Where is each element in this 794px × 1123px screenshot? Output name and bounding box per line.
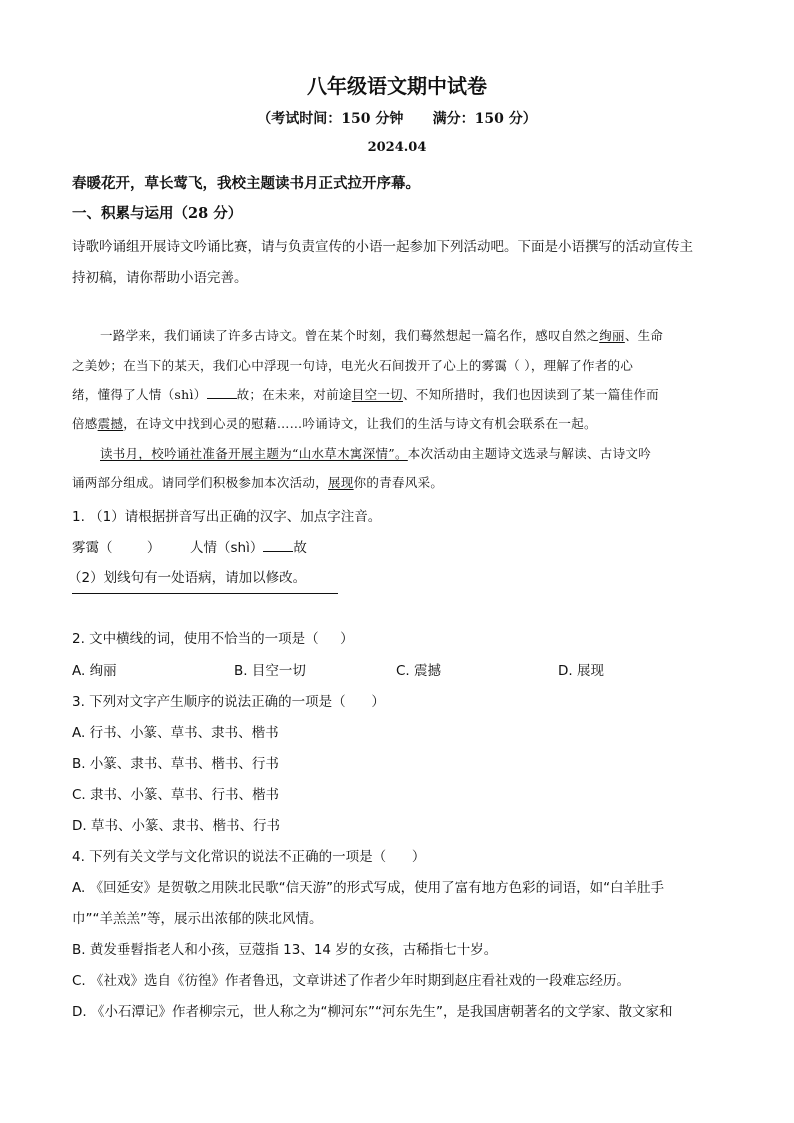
passage-line-2: 之美妙；在当下的某天，我们心中浮现一句诗，电光火石间拨开了心上的雾霭（ ），理解了作者的心 xyxy=(72,358,634,373)
q3-option-d: D. 草书、小篆、隶书、楷书、行书 xyxy=(72,818,280,834)
q3-option-b: B. 小篆、隶书、草书、楷书、行书 xyxy=(72,756,279,772)
answer-line xyxy=(72,593,338,594)
q4-option-a-line-1: A. 《回延安》是贺敬之用陕北民歌“信天游”的形式写成，使用了富有地方色彩的词语，如“白羊肚手 xyxy=(72,880,665,896)
q4-stem: 4. 下列有关文学与文化常识的说法不正确的一项是（ ） xyxy=(72,849,426,865)
passage-text: ，在诗文中找到心灵的慰藉……吟诵诗文，让我们的生活与诗文有机会联系在一起。 xyxy=(123,416,597,431)
passage-text: 故；在未来，对前途 xyxy=(236,387,352,402)
q1-item-b xyxy=(190,536,307,556)
q1-stem: 1. （1）请根据拼音写出正确的汉字、加点字注音。 xyxy=(72,509,382,525)
q2-option-b: B. 目空一切 xyxy=(234,663,306,679)
q2-option-a: A. 绚丽 xyxy=(72,663,117,679)
q4-option-a-line-2: 巾”“羊羔羔”等，展示出浓郁的陕北风情。 xyxy=(72,911,323,927)
underlined-word: 绚丽 xyxy=(599,328,625,343)
q3-option-c: C. 隶书、小篆、草书、行书、楷书 xyxy=(72,787,280,803)
q3-stem: 3. 下列对文字产生顺序的说法正确的一项是（ ） xyxy=(72,694,385,710)
passage-line-4 xyxy=(72,414,597,432)
underlined-word: 目空一切 xyxy=(351,387,403,402)
fill-blank xyxy=(207,398,237,399)
exam-info: （考试时间：150 分钟 满分：150 分） xyxy=(257,111,537,127)
passage-text: 绪，懂得了人情（shì） xyxy=(72,387,207,402)
passage-line-6 xyxy=(72,473,443,491)
lead-sentence: 春暖花开，草长莺飞，我校主题读书月正式拉开序幕。 xyxy=(72,175,420,192)
passage-line-3 xyxy=(72,385,659,403)
q4-option-c: C. 《社戏》选自《彷徨》作者鲁迅，文章讲述了作者少年时期到赵庄看社戏的一段难忘经历。 xyxy=(72,973,631,989)
intro-line-2: 持初稿，请你帮助小语完善。 xyxy=(72,270,248,286)
passage-text: 、不知所措时，我们也因读到了某一篇佳作而 xyxy=(402,387,659,402)
passage-text: 诵两部分组成。请同学们积极参加本次活动， xyxy=(72,475,329,490)
passage-text: 你的青春风采。 xyxy=(353,475,444,490)
exam-date: 2024.04 xyxy=(367,140,427,155)
passage-text: 一路学来，我们诵读了许多古诗文。曾在某个时刻，我们蓦然想起一篇名作，感叹自然之 xyxy=(100,328,600,343)
underlined-word: 震撼 xyxy=(97,416,124,431)
passage-text: 、生命 xyxy=(624,328,664,343)
q3-option-a: A. 行书、小篆、草书、隶书、楷书 xyxy=(72,725,279,741)
fill-blank xyxy=(263,551,293,552)
exam-title: 八年级语文期中试卷 xyxy=(307,74,487,98)
q2-option-c: C. 震撼 xyxy=(396,663,442,679)
q4-option-b: B. 黄发垂髫指老人和小孩，豆蔻指 13、14 岁的女孩，古稀指七十岁。 xyxy=(72,942,498,958)
q1-item-b-text: 人情（shì） xyxy=(190,540,264,556)
underlined-word: 展现 xyxy=(328,475,354,490)
passage-line-1 xyxy=(100,326,663,344)
q2-stem: 2. 文中横线的词，使用不恰当的一项是（ ） xyxy=(72,631,354,647)
intro-line-1: 诗歌吟诵组开展诗文吟诵比赛，请与负责宣传的小语一起参加下列活动吧。下面是小语撰写的活动宣传主 xyxy=(72,239,693,255)
passage-line-5 xyxy=(100,444,651,462)
section-heading: 一、积累与运用（28 分） xyxy=(72,205,243,222)
q1-part2: （2）划线句有一处语病，请加以修改。 xyxy=(68,570,307,586)
q4-option-d: D. 《小石潭记》作者柳宗元，世人称之为“柳河东”“河东先生”，是我国唐朝著名的文学家、散文家和 xyxy=(72,1004,673,1020)
passage-text: 本次活动由主题诗文选录与解读、古诗文吟 xyxy=(407,446,651,461)
passage-text: 倍感 xyxy=(72,416,98,431)
q2-option-d: D. 展现 xyxy=(558,663,604,679)
q1-item-b-text: 故 xyxy=(293,540,307,556)
q1-item-a: 雾霭（ ） xyxy=(72,540,161,556)
underlined-sentence: 读书月，校吟诵社准备开展主题为“山水草木寓深情”。 xyxy=(100,446,408,461)
